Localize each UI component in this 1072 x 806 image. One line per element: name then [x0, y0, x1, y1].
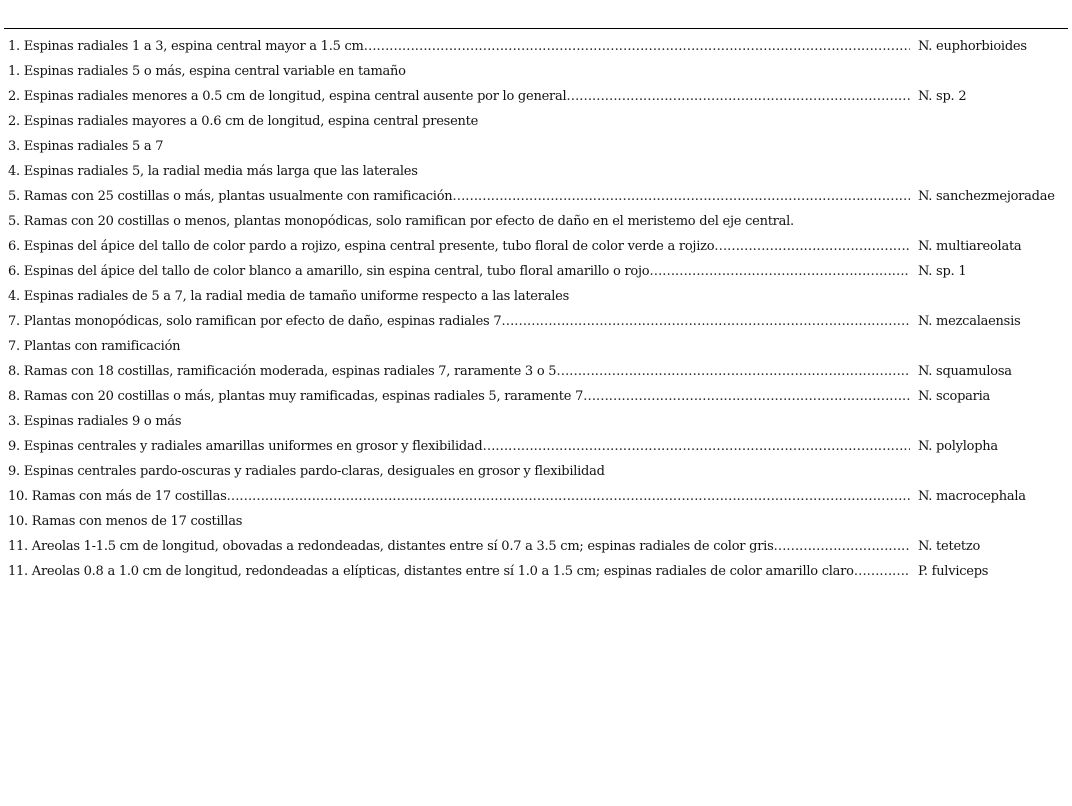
key-row [8, 184, 1068, 209]
key-lead: 2. Espinas radiales mayores a 0.6 cm de longitud, espina central presente [8, 113, 479, 129]
key-lead: 5. Ramas con 25 costillas o más, plantas usualmente con ramificación ……………………………………………………………………………………………………………………………………………………………………………………………………………………………… [8, 187, 910, 207]
key-lead: 10. Ramas con más de 17 costillas ……………………………………………………………………………………………………………………………………………………………………………………………………………………………… [8, 487, 910, 507]
key-lead: 6. Espinas del ápice del tallo de color pardo a rojizo, espina central presente, tubo floral de color verde a rojizo ……………………………………………………………………………………………………………………………………………………………………………………………………………………………… [8, 237, 910, 257]
key-lead: 1. Espinas radiales 5 o más, espina central variable en tamaño [8, 63, 406, 79]
key-taxon: N. tetetzo [918, 538, 981, 554]
key-lead: 4. Espinas radiales 5, la radial media más larga que las laterales [8, 163, 418, 179]
key-lead: 7. Plantas con ramificación [8, 338, 181, 354]
key-taxon: N. euphorbioides [918, 38, 1027, 54]
key-row [8, 59, 1068, 84]
key-lead: 11. Areolas 1-1.5 cm de longitud, obovadas a redondeadas, distantes entre sí 0.7 a 3.5 cm; espinas radiales de color gris ……………………………………………………………………………………………………………………………………………………………………………………………………………………………… [8, 537, 910, 557]
key-row [8, 159, 1068, 184]
key-row [8, 334, 1068, 359]
key-row [8, 484, 1068, 509]
key-lead: 5. Ramas con 20 costillas o menos, plantas monopódicas, solo ramifican por efecto de daño en el meristemo del eje central. [8, 213, 794, 229]
key-lead: 9. Espinas centrales pardo-oscuras y radiales pardo-claras, desiguales en grosor y flexibilidad [8, 463, 605, 479]
key-taxon: N. multiareolata [918, 238, 1022, 254]
identification-key [8, 34, 1068, 584]
key-row [8, 559, 1068, 584]
key-row [8, 34, 1068, 59]
key-lead: 8. Ramas con 18 costillas, ramificación moderada, espinas radiales 7, raramente 3 o 5 ……………………………………………………………………………………………………………………………………………………………………………………………………………………………… [8, 362, 910, 382]
key-lead: 3. Espinas radiales 5 a 7 [8, 138, 164, 154]
key-taxon: N. mezcalaensis [918, 313, 1021, 329]
key-taxon: N. polylopha [918, 438, 998, 454]
key-row [8, 384, 1068, 409]
key-row [8, 534, 1068, 559]
key-lead: 10. Ramas con menos de 17 costillas [8, 513, 243, 529]
key-lead: 3. Espinas radiales 9 o más [8, 413, 182, 429]
key-row [8, 509, 1068, 534]
key-row [8, 459, 1068, 484]
key-taxon: N. sp. 2 [918, 88, 967, 104]
key-row [8, 209, 1068, 234]
key-lead: 9. Espinas centrales y radiales amarillas uniformes en grosor y flexibilidad ……………………………………………………………………………………………………………………………………………………………………………………………………………………………… [8, 437, 910, 457]
key-lead: 6. Espinas del ápice del tallo de color blanco a amarillo, sin espina central, tubo floral amarillo o rojo ……………………………………………………………………………………………………………………………………………………………………………………………………………………………… [8, 262, 910, 282]
key-taxon: N. sp. 1 [918, 263, 967, 279]
key-lead: 4. Espinas radiales de 5 a 7, la radial media de tamaño uniforme respecto a las laterales [8, 288, 569, 304]
key-lead: 8. Ramas con 20 costillas o más, plantas muy ramificadas, espinas radiales 5, raramente 7 ……………………………………………………………………………………………………………………………………………………………………………………………………………………………… [8, 387, 910, 407]
key-row [8, 309, 1068, 334]
key-row [8, 409, 1068, 434]
key-row [8, 434, 1068, 459]
key-row [8, 259, 1068, 284]
key-row [8, 234, 1068, 259]
key-lead: 7. Plantas monopódicas, solo ramifican por efecto de daño, espinas radiales 7 ……………………………………………………………………………………………………………………………………………………………………………………………………………………………… [8, 312, 910, 332]
key-row [8, 109, 1068, 134]
key-lead: 11. Areolas 0.8 a 1.0 cm de longitud, redondeadas a elípticas, distantes entre sí 1.0 a 1.5 cm; espinas radiales de color amarillo claro ……………………………………………………………………………………………………………………………………………………………………………………………………………………………… [8, 562, 910, 582]
key-taxon: N. scoparia [918, 388, 991, 404]
key-lead: 2. Espinas radiales menores a 0.5 cm de longitud, espina central ausente por lo general ……………………………………………………………………………………………………………………………………………………………………………………………………………………………… [8, 87, 910, 107]
key-row [8, 84, 1068, 109]
key-row [8, 359, 1068, 384]
key-taxon: N. sanchezmejoradae [918, 188, 1055, 204]
key-row [8, 134, 1068, 159]
key-taxon: N. squamulosa [918, 363, 1012, 379]
key-taxon: N. macrocephala [918, 488, 1026, 504]
key-row [8, 284, 1068, 309]
key-lead: 1. Espinas radiales 1 a 3, espina central mayor a 1.5 cm ……………………………………………………………………………………………………………………………………………………………………………………………………………………………… [8, 37, 910, 57]
key-taxon: P. fulviceps [918, 563, 989, 579]
top-rule [4, 28, 1068, 29]
